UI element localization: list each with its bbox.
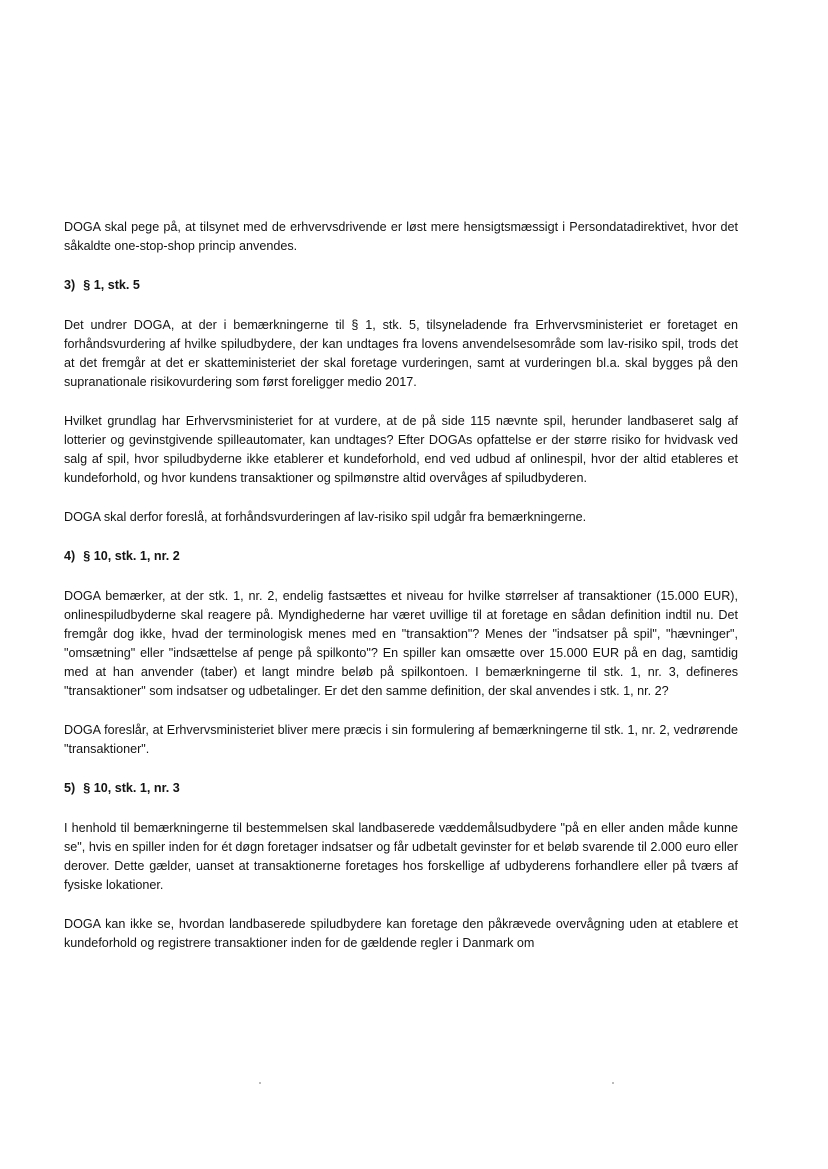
scan-speck (259, 1082, 261, 1084)
section-heading-4 (64, 547, 738, 566)
section-5-paragraph-2: DOGA kan ikke se, hvordan landbaserede spiludbydere kan foretage den påkrævede overvågning uden at etablere et kundeforhold og registrere transaktioner inden for de gældende regler i Danmark om (64, 917, 738, 950)
section-title: § 10, stk. 1, nr. 3 (83, 781, 180, 795)
section-4-paragraph-2: DOGA foreslår, at Erhvervsministeriet bliver mere præcis i sin formulering af bemærkningerne til stk. 1, nr. 2, vedrørende "transaktioner". (64, 723, 738, 756)
section-3-paragraph-3: DOGA skal derfor foreslå, at forhåndsvurderingen af lav-risiko spil udgår fra bemærkningerne. (64, 510, 587, 524)
section-number: 3) (64, 278, 76, 292)
section-3-paragraph-2: Hvilket grundlag har Erhvervsministeriet for at vurdere, at de på side 115 nævnte spil, herunder landbaseret salg af lotterier og gevinstgivende spilleautomater, kan undtages? Efter DOGAs opfattelse er der større risiko for hvidvask ved salg af spil, hvor spiludbyderne ikke etablerer et kundeforhold, end ved udbud af onlinespil, hvor der altid etableres et kundeforhold, og hvor kundens transaktioner og spilmønstre altid overvåges af spiludbyderen. (64, 414, 738, 485)
section-title: § 1, stk. 5 (83, 278, 140, 292)
section-number: 5) (64, 781, 76, 795)
intro-paragraph: DOGA skal pege på, at tilsynet med de erhvervsdrivende er løst mere hensigtsmæssigt i Persondatadirektivet, hvor det såkaldte one-stop-shop princip anvendes. (64, 220, 738, 253)
scan-speck (612, 1082, 614, 1084)
document-body (64, 218, 738, 973)
section-3-paragraph-1: Det undrer DOGA, at der i bemærkningerne til § 1, stk. 5, tilsyneladende fra Erhvervsministeriet er foretaget en forhåndsvurdering af hvilke spiludbydere, der kan undtages fra lovens anvendelsesområde som lav-risiko spil, trods det at det fremgår at det er skatteministeriet der skal foretage vurderingen, samt at vurderingen bl.a. skal bygges på den supranationale risikovurdering som først foreligger medio 2017. (64, 318, 738, 389)
section-heading-5 (64, 779, 738, 798)
section-4-paragraph-1: DOGA bemærker, at der stk. 1, nr. 2, endelig fastsættes et niveau for hvilke størrelser af transaktioner (15.000 EUR), onlinespiludbyderne skal reagere på. Myndighederne har været uvillige til at foretage en sådan definition indtil nu. Det fremgår dog ikke, hvad der terminologisk menes med en "transaktion"? Menes der "indsatser på spil", "hævninger", "omsætning" eller "indsættelse af penge på spilkonto"? En spiller kan omsætte over 15.000 EUR på en dag, samtidig med at han anvender (taber) et langt mindre beløb på spilkontoen. I bemærkningerne til stk. 1, nr. 3, defineres "transaktioner" som indsatser og udbetalinger. Er det den samme definition, der skal anvendes i stk. 1, nr. 2? (64, 589, 738, 698)
section-heading-3 (64, 276, 738, 295)
section-5-paragraph-1: I henhold til bemærkningerne til bestemmelsen skal landbaserede væddemålsudbydere "på en eller anden måde kunne se", hvis en spiller inden for ét døgn foretager indsatser og får udbetalt gevinster for et beløb svarende til 2.000 euro eller derover. Dette gælder, uanset at transaktionerne foretages hos forskellige af udbyderens forhandlere eller på tværs af fysiske lokationer. (64, 821, 738, 892)
section-number: 4) (64, 549, 76, 563)
section-title: § 10, stk. 1, nr. 2 (83, 549, 180, 563)
